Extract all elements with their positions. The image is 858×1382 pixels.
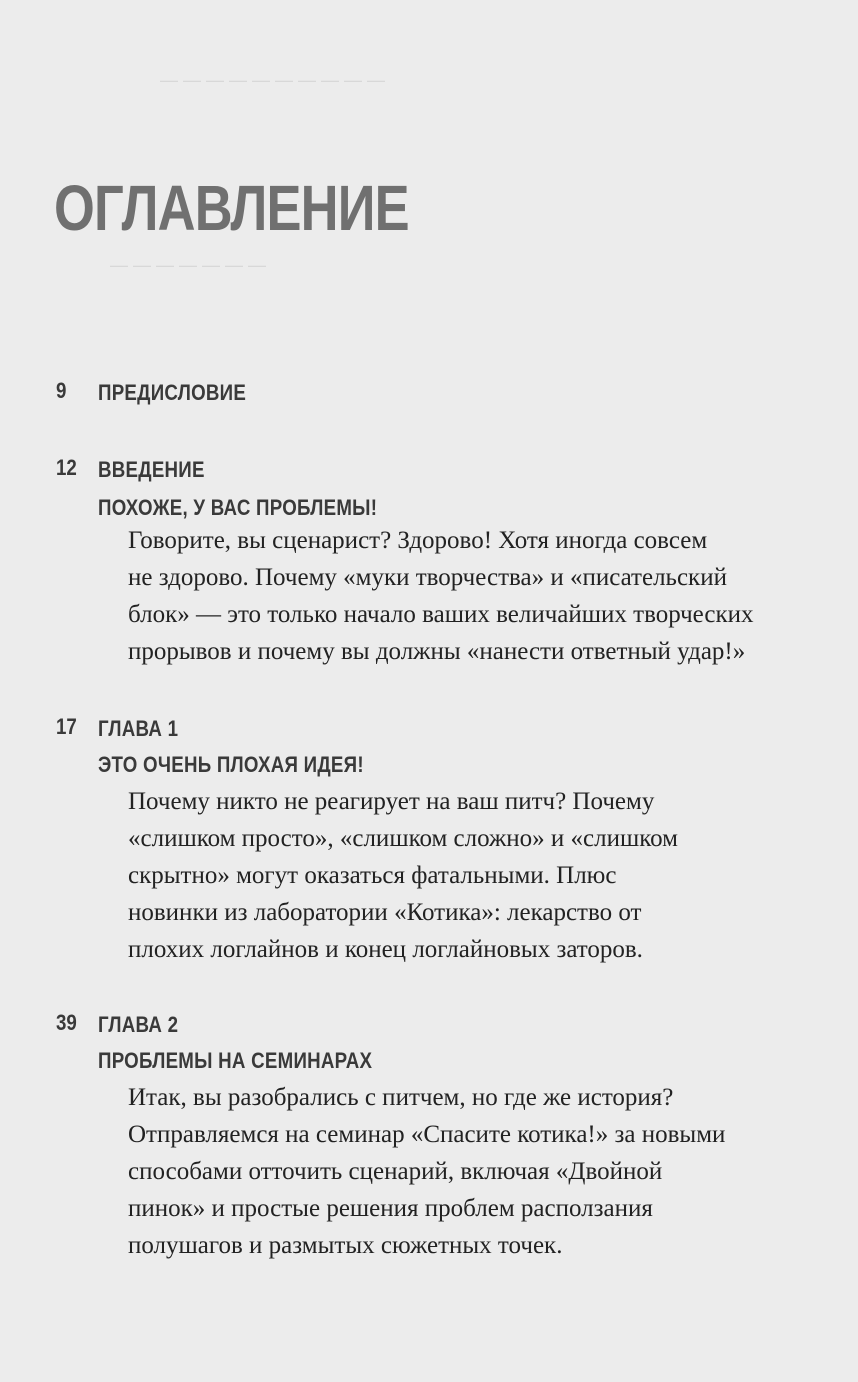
description-line: плохих логлайнов и конец логлайновых заторов. — [128, 936, 643, 963]
description-line: блок» — это только начало ваших величайших творческих — [128, 601, 754, 628]
bleed-through-text: — — — — — — — — [110, 255, 267, 275]
entry-subheading: ЭТО ОЧЕНЬ ПЛОХАЯ ИДЕЯ! — [98, 752, 364, 777]
description-line: Итак, вы разобрались с питчем, но где же история? — [128, 1084, 674, 1111]
entry-heading: ПРЕДИСЛОВИЕ — [98, 380, 247, 405]
page-number: 12 — [56, 455, 77, 480]
description-line: новинки из лаборатории «Котика»: лекарство от — [128, 899, 642, 926]
description-line: пинок» и простые решения проблем расползания — [128, 1195, 653, 1222]
entry-heading: ГЛАВА 2 — [98, 1012, 179, 1037]
description-line: прорывов и почему вы должны «нанести ответный удар!» — [128, 638, 746, 665]
entry-heading: ВВЕДЕНИЕ — [98, 457, 205, 482]
description-line: скрытно» могут оказаться фатальными. Плюс — [128, 862, 617, 889]
page-title: ОГЛАВЛЕНИЕ — [54, 172, 409, 244]
description-line: Почему никто не реагирует на ваш питч? Почему — [128, 788, 655, 815]
description-line: Говорите, вы сценарист? Здорово! Хотя иногда совсем — [128, 527, 708, 554]
page-number: 17 — [56, 714, 77, 739]
bleed-through-text: — — — — — — — — — — — [160, 70, 386, 90]
page-number: 9 — [56, 378, 67, 403]
description-line: «слишком просто», «слишком сложно» и «слишком — [128, 825, 678, 852]
entry-subheading: ПРОБЛЕМЫ НА СЕМИНАРАХ — [98, 1048, 373, 1073]
page-number: 39 — [56, 1010, 77, 1035]
description-line: полушагов и размытых сюжетных точек. — [128, 1232, 563, 1259]
entry-subheading: ПОХОЖЕ, У ВАС ПРОБЛЕМЫ! — [98, 495, 378, 520]
description-line: не здорово. Почему «муки творчества» и «писательский — [128, 564, 727, 591]
description-line: Отправляемся на семинар «Спасите котика!» за новыми — [128, 1121, 726, 1148]
entry-description — [128, 1079, 818, 1264]
entry-description — [128, 522, 818, 670]
description-line: способами отточить сценарий, включая «Двойной — [128, 1158, 663, 1185]
entry-heading: ГЛАВА 1 — [98, 716, 179, 741]
entry-description — [128, 783, 818, 968]
